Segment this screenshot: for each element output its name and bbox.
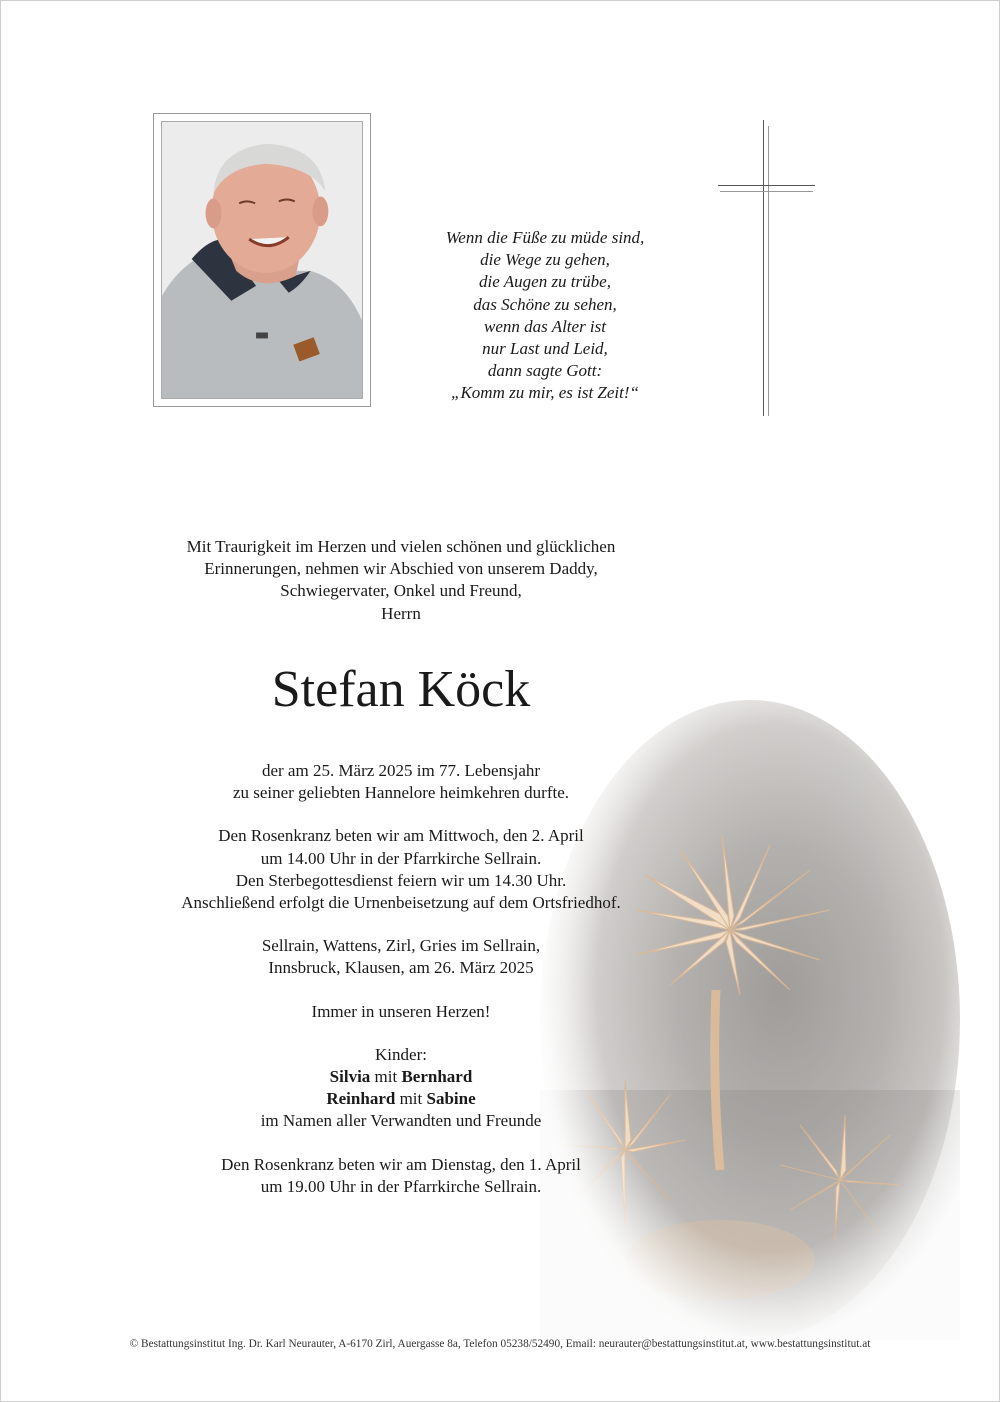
partner-name: Sabine bbox=[426, 1089, 476, 1109]
family-closing: im Namen aller Verwandten und Freunde bbox=[260, 1111, 542, 1131]
family-heading: Kinder: bbox=[375, 1044, 427, 1064]
portrait-illustration bbox=[162, 122, 362, 398]
intro-line: Mit Traurigkeit im Herzen und vielen schönen und glücklichen bbox=[186, 537, 616, 556]
connector: mit bbox=[370, 1067, 402, 1087]
family-line-2 bbox=[101, 1088, 701, 1110]
poem-line: „Komm zu mir, es ist Zeit!“ bbox=[451, 383, 639, 403]
portrait-photo bbox=[161, 121, 363, 399]
poem-line: die Wege zu gehen, bbox=[480, 250, 610, 270]
places-line: Sellrain, Wattens, Zirl, Gries im Sellrain, bbox=[261, 936, 541, 956]
poem-line: wenn das Alter ist bbox=[484, 316, 606, 336]
intro-line: Herrn bbox=[381, 603, 421, 623]
poem-line: die Augen zu trübe, bbox=[479, 272, 611, 292]
deceased-name: Stefan Köck bbox=[271, 661, 531, 718]
intro-line: Erinnerungen, nehmen wir Abschied von unserem Daddy, bbox=[204, 559, 598, 579]
service-line: Den Sterbegottesdienst feiern wir um 14.30 Uhr. bbox=[235, 870, 567, 890]
child-name: Reinhard bbox=[326, 1089, 396, 1109]
connector: mit bbox=[395, 1089, 427, 1109]
intro-text bbox=[101, 536, 701, 625]
intro-line: Schwiegervater, Onkel und Freund, bbox=[280, 581, 522, 601]
poem bbox=[400, 227, 690, 405]
cross-icon bbox=[718, 120, 818, 420]
places-line: Innsbruck, Klausen, am 26. März 2025 bbox=[268, 958, 534, 978]
death-line: der am 25. März 2025 im 77. Lebensjahr bbox=[261, 761, 541, 780]
motto: Immer in unseren Herzen! bbox=[311, 1001, 491, 1021]
announcement-body bbox=[101, 760, 701, 1198]
service-line: Den Rosenkranz beten wir am Mittwoch, den 2. April bbox=[218, 826, 584, 846]
child-name: Silvia bbox=[329, 1067, 371, 1087]
rosary-line: um 19.00 Uhr in der Pfarrkirche Sellrain. bbox=[260, 1176, 542, 1196]
service-line: um 14.00 Uhr in der Pfarrkirche Sellrain. bbox=[260, 848, 542, 868]
poem-line: nur Last und Leid, bbox=[482, 339, 608, 359]
rosary-line: Den Rosenkranz beten wir am Dienstag, den 1. April bbox=[221, 1154, 581, 1174]
poem-line: das Schöne zu sehen, bbox=[473, 294, 617, 314]
family-line-1 bbox=[101, 1066, 701, 1088]
death-line: zu seiner geliebten Hannelore heimkehren durfte. bbox=[232, 783, 570, 803]
service-line: Anschließend erfolgt die Urnenbeisetzung auf dem Ortsfriedhof. bbox=[181, 893, 621, 913]
partner-name: Bernhard bbox=[401, 1067, 473, 1087]
footer-imprint: © Bestattungsinstitut Ing. Dr. Karl Neurauter, A-6170 Zirl, Auergasse 8a, Telefon 05238/52490, Email: neurauter@bestattungsinstitut.at, www.bestattungsinstitut.at bbox=[129, 1338, 871, 1350]
poem-line: Wenn die Füße zu müde sind, bbox=[445, 228, 645, 247]
poem-line: dann sagte Gott: bbox=[487, 361, 603, 381]
portrait-frame bbox=[153, 113, 371, 407]
